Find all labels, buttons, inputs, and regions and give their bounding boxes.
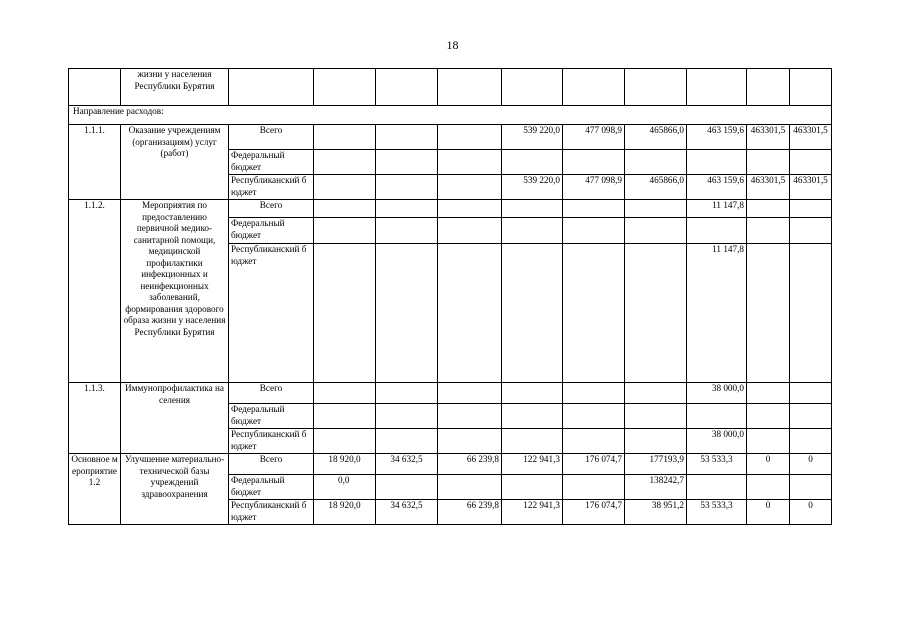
value-cell: 463301,5	[790, 125, 832, 150]
funding-source: Всего	[229, 383, 314, 404]
value-cell: 0	[747, 500, 790, 525]
value-cell: 176 074,7	[563, 500, 625, 525]
funding-source: Всего	[229, 125, 314, 150]
value-cell: 463301,5	[790, 175, 832, 200]
funding-source: Всего	[229, 200, 314, 218]
value-cell: 38 000,0	[687, 429, 747, 454]
table-row	[69, 383, 832, 404]
value-cell: 53 533,3	[687, 454, 747, 475]
table-row	[69, 200, 832, 218]
value-cell: 138242,7	[625, 475, 687, 500]
value-cell: 11 147,8	[687, 244, 747, 383]
value-cell: 53 533,3	[687, 500, 747, 525]
table-row	[69, 125, 832, 150]
funding-source: Всего	[229, 454, 314, 475]
value-cell: 465866,0	[625, 125, 687, 150]
table-row	[69, 454, 832, 475]
value-cell: 122 941,3	[502, 454, 563, 475]
measure-number: 1.1.2.	[69, 200, 121, 383]
measure-number: 1.1.1.	[69, 125, 121, 200]
value-cell: 477 098,9	[563, 175, 625, 200]
measure-name: Улучшение материально-технической базы учреждений здравоохранения	[121, 454, 229, 525]
funding-source: Республиканский бюджет	[229, 500, 314, 525]
value-cell: 0	[790, 454, 832, 475]
value-cell: 0	[747, 454, 790, 475]
value-cell: 465866,0	[625, 175, 687, 200]
value-cell: 34 632,5	[376, 454, 438, 475]
funding-source: Республиканский бюджет	[229, 429, 314, 454]
value-cell: 176 074,7	[563, 454, 625, 475]
value-cell: 18 920,0	[314, 500, 376, 525]
value-cell: 463301,5	[747, 175, 790, 200]
value-cell: 463 159,6	[687, 125, 747, 150]
value-cell: 539 220,0	[502, 175, 563, 200]
measure-name: Иммунопрофилактика населения	[121, 383, 229, 454]
value-cell: 463301,5	[747, 125, 790, 150]
measure-number: 1.1.3.	[69, 383, 121, 454]
funding-source: Федеральный бюджет	[229, 475, 314, 500]
page-number: 18	[446, 38, 459, 52]
value-cell: 463 159,6	[687, 175, 747, 200]
value-cell: 66 239,8	[438, 454, 502, 475]
measure-name: Мероприятия по предоставлению первичной медико-санитарной помощи, медицинской профилактики инфекционных и неинфекционных заболеваний, формирования здорового образа жизни у населения Республики Бурятия	[121, 200, 229, 383]
funding-source: Федеральный бюджет	[229, 404, 314, 429]
value-cell: 0	[790, 500, 832, 525]
value-cell: 34 632,5	[376, 500, 438, 525]
funding-source: Республиканский бюджет	[229, 244, 314, 383]
value-cell: 539 220,0	[502, 125, 563, 150]
budget-table	[68, 68, 832, 525]
value-cell: 477 098,9	[563, 125, 625, 150]
funding-source: Федеральный бюджет	[229, 150, 314, 175]
measure-name: Оказание учреждениям (организациям) услуг (работ)	[121, 125, 229, 200]
value-cell: 11 147,8	[687, 200, 747, 218]
table-row	[69, 106, 832, 125]
measure-number: Основное мероприятие 1.2	[69, 454, 121, 525]
value-cell: 0,0	[314, 475, 376, 500]
value-cell: 18 920,0	[314, 454, 376, 475]
funding-source: Федеральный бюджет	[229, 218, 314, 244]
value-cell: 177193,9	[625, 454, 687, 475]
value-cell: 66 239,8	[438, 500, 502, 525]
value-cell: 122 941,3	[502, 500, 563, 525]
value-cell: 38 951,2	[625, 500, 687, 525]
section-label: Направление расходов:	[69, 106, 832, 125]
funding-source: Республиканский бюджет	[229, 175, 314, 200]
measure-name: жизни у населения Республики Бурятия	[121, 69, 229, 106]
value-cell: 38 000,0	[687, 383, 747, 404]
table-row	[69, 69, 832, 106]
